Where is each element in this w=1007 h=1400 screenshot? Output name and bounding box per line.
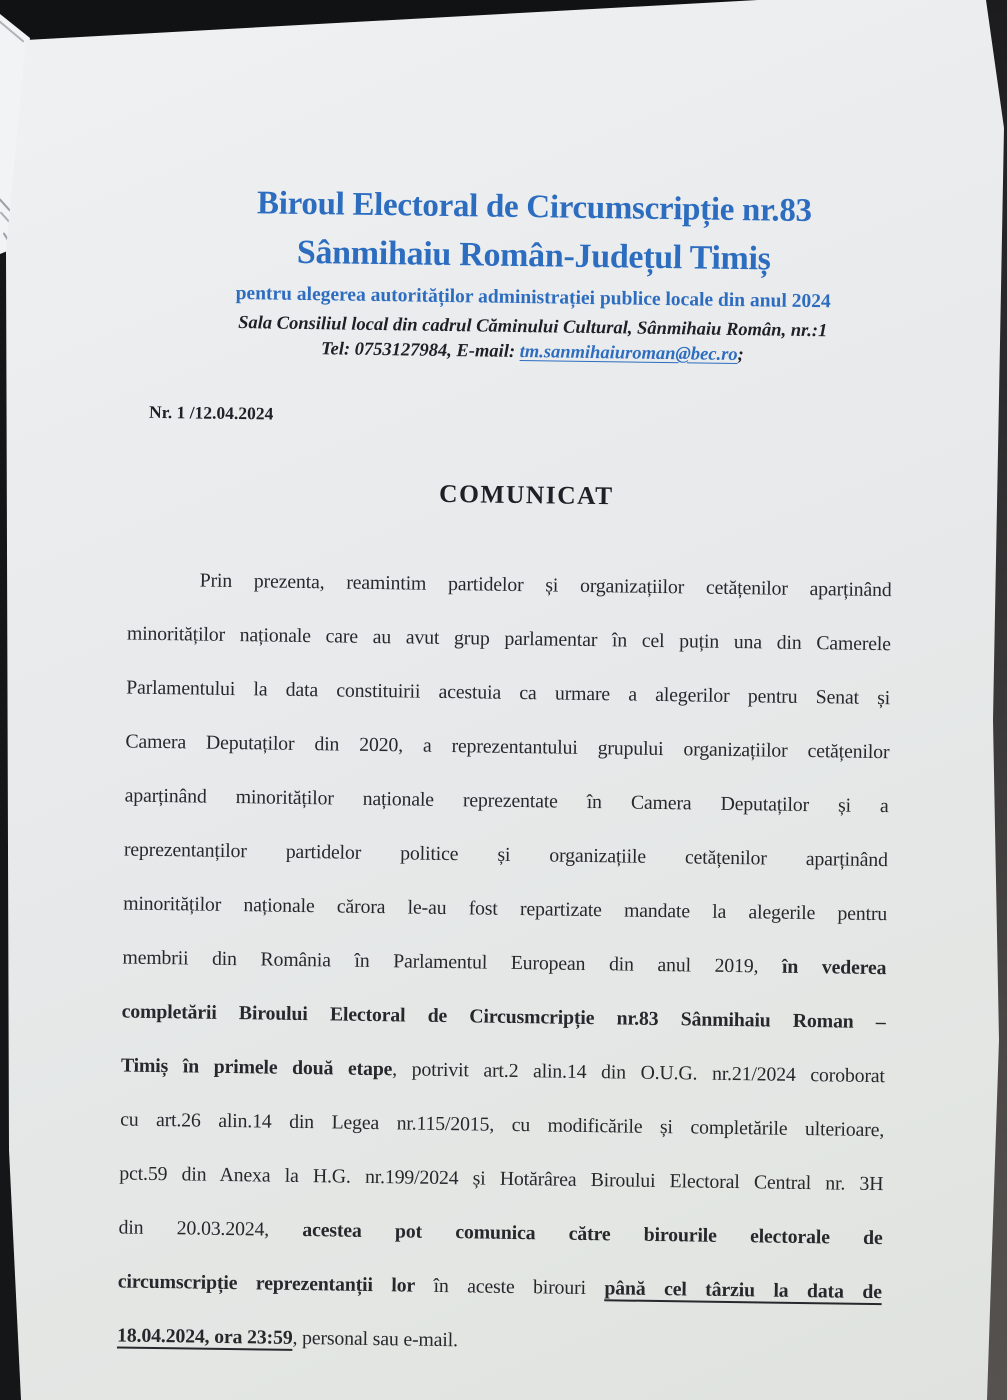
email-address: tm.sanmihaiuroman@bec.ro [519, 341, 738, 365]
text-segment: completării Biroului Electoral de Circusmcripție nr.83 Sânmihaiu Roman – [121, 1000, 886, 1033]
election-subtitle: pentru alegerea autorităților administrației publice locale din anul 2024 [235, 283, 831, 313]
text-segment: , potrivit art.2 alin.14 din O.U.G. nr.21/2024 coroborat [392, 1057, 885, 1087]
text-segment: acestea pot comunica către birourile electorale de [302, 1218, 883, 1249]
bureau-title-line2: Sânmihaiu Român-Județul Timiș [296, 233, 771, 278]
text-segment: Camera Deputaților din 2020, a reprezentantului grupului organizațiilor cetățenilor [125, 730, 890, 763]
body-paragraph [117, 552, 892, 1373]
text-segment: , personal sau e-mail. [292, 1326, 459, 1351]
address-line: Sala Consiliul local din cadrul Căminului Cultural, Sânmihaiu Român, nr.:1 [238, 312, 828, 342]
text-segment: până cel târziu la data de [604, 1276, 882, 1303]
body-line-15 [117, 1308, 882, 1373]
text-segment: în vederea [781, 955, 887, 979]
document-title: COMUNICAT [438, 478, 614, 511]
text-segment: aparținând minorităților naționale reprezentate în Camera Deputaților și a [124, 784, 889, 817]
text-segment: Timiș în primele două etape [120, 1054, 393, 1080]
text-segment: reprezentanților partidelor politice și organizațiile cetățenilor aparținând [123, 838, 889, 871]
text-segment: membrii din România în Parlamentul European din anul 2019, [122, 946, 783, 978]
text-segment: din 20.03.2024, [118, 1216, 303, 1241]
bureau-title-line1: Biroul Electoral de Circumscripție nr.83 [256, 185, 813, 230]
text-segment: Parlamentului la data constituirii acestuia ca urmare a alegerilor pentru Senat și [126, 676, 891, 709]
text-segment: pct.59 din Anexa la H.G. nr.199/2024 și Hotărârea Biroului Electoral Central nr. 3H [119, 1162, 884, 1195]
text-segment: minorităților naționale cărora le-au fost repartizate mandate la alegerile pentru [123, 892, 888, 925]
reference-number: Nr. 1 /12.04.2024 [148, 401, 274, 424]
text-segment: în aceste birouri [414, 1274, 605, 1299]
contact-prefix: Tel: 0753127984, E-mail: [320, 338, 520, 362]
letterhead [29, 177, 1007, 372]
contact-suffix: ; [737, 344, 744, 365]
text-segment: cu art.26 alin.14 din Legea nr.115/2015, cu modificările și completările ulterioare, [119, 1108, 885, 1141]
text-segment: Prin prezenta, reamintim partidelor și organizațiilor cetățenilor aparținând [199, 569, 892, 601]
text-segment: 18.04.2024, ora 23:59 [116, 1324, 293, 1349]
text-segment: circumscripție reprezentanții lor [117, 1270, 416, 1297]
text-segment: minorităților naționale care au avut grup parlamentar în cel puțin una din Camerele [126, 622, 892, 655]
